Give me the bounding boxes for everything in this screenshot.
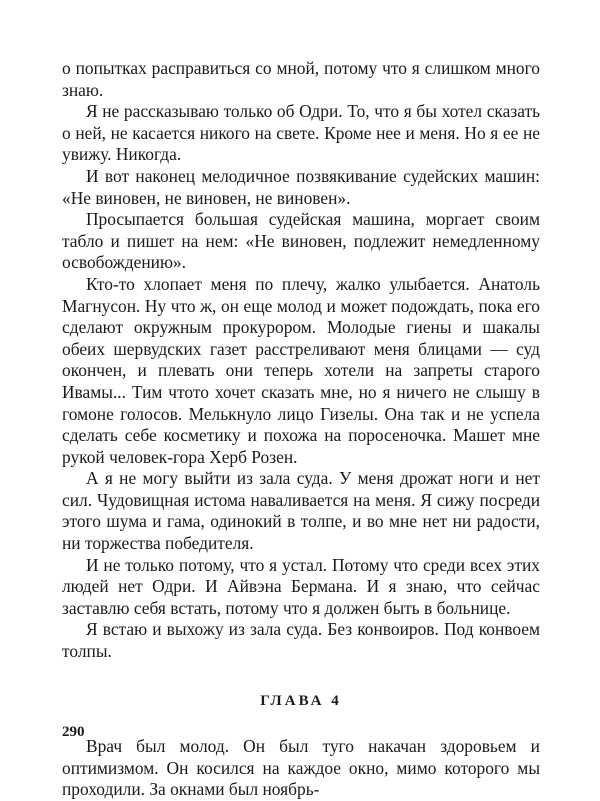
paragraph-6: А я не могу выйти из зала суда. У меня дрожат ноги и нет сил. Чудовищная истома наваливается на меня. Я сижу посреди этого шума и гама, одинокий в толпе, и во мне нет ни радости, ни торжества победителя. [62,468,540,554]
paragraph-7: И не только потому, что я устал. Потому что среди всех этих людей нет Одри. И Айвэна Бермана. И я знаю, что сейчас заставлю себя встать, потому что я должен быть в больнице. [62,554,540,618]
paragraph-5: Кто-то хлопает меня по плечу, жалко улыбается. Анатоль Магнусон. Ну что ж, он еще молод и может подождать, пока его сделают окружным прокурором. Молодые гиены и шакалы обеих шервудских газет расстреливают меня блицами — суд окончен, и плевать они теперь хотели на запреты старого Ивамы... Тим чтото хочет сказать мне, но я ничего не слышу в гомоне голосов. Мелькнуло лицо Гизелы. Она так и не успела сделать себе косметику и похожа на поросеночка. Машет мне рукой человек-гора Херб Розен. [62,273,540,467]
page-number: 290 [62,724,85,740]
paragraph-2: Я не рассказываю только об Одри. То, что я бы хотел сказать о ней, не касается никого на свете. Кроме нее и меня. Но я ее не увижу. Никогда. [62,101,540,165]
paragraph-4: Просыпается большая судейская машина, моргает своим табло и пишет на нем: «Не виновен, подлежит немедленному освобождению». [62,209,540,273]
body-text [62,58,540,801]
chapter-paragraph-1: Врач был молод. Он был туго накачан здоровьем и оптимизмом. Он косился на каждое окно, мимо которого мы проходили. За окнами был ноябрь- [62,736,540,800]
paragraph-8: Я встаю и выхожу из зала суда. Без конвоиров. Под конвоем толпы. [62,619,540,662]
chapter-heading: ГЛАВА 4 [260,692,342,709]
paragraph-3: И вот наконец мелодичное позвякивание судейских машин: «Не виновен, не виновен, не виновен». [62,165,540,208]
paragraph-1: о попытках расправиться со мной, потому что я слишком много знаю. [62,58,540,100]
